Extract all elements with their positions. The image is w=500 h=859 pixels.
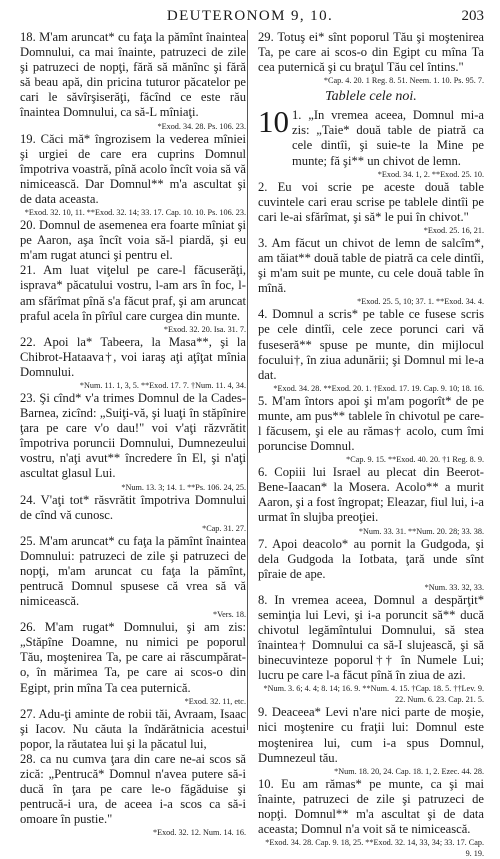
- verse-text: 18. M'am aruncat* cu faţa la pămînt înaintea Domnului, ca mai înainte, patruzeci de zile şi patruzeci de nopţi, fără să mănînc şi fără să beau apă, din pricina tuturor păcatelor pe cari le săvîrşiserăţi, făcînd ce este rău înaintea Domnului, ca să-L mîniaţi.: [20, 30, 246, 120]
- cross-reference: *Num. 33. 31. **Num. 20. 28; 33. 38.: [358, 526, 484, 536]
- verse-text: 20. Domnul de asemenea era foarte mîniat şi pe Aaron, aşa încît voia să-l piardă, şi eu m'am rugat atunci şi pentru el.: [20, 218, 246, 263]
- cross-reference: *Num. 3. 6; 4. 4; 8. 14; 16. 9. **Num. 4. 15. †Cap. 18. 5. ††Lev. 9. 22. Num. 6. 23. Cap. 21. 5.: [263, 684, 484, 705]
- cross-reference: *Cap. 9. 15. **Exod. 40. 20. †1 Reg. 8. 9.: [346, 455, 484, 465]
- verse-text: 28. ca nu cumva ţara din care ne-ai scos să zică: „Pentrucă* Domnul n'avea putere să-i ducă în ţara pe care le-o făgăduise şi pentrucă-i ura, de aceea i-a scos ca să-i omoare în pustie.": [20, 751, 246, 827]
- verse-text: 29. Totuş ei* sînt poporul Tău şi moştenirea Ta, pe care ai scos-o din Egipt cu mîna Ta cea puternică şi cu braţul Tău cel întins.": [258, 30, 484, 75]
- chapter-number: 10: [258, 104, 289, 140]
- cross-reference: *Num. 11. 1, 3, 5. **Exod. 17. 7. †Num. 11. 4, 34.: [79, 380, 246, 390]
- verse-text: 3. Am făcut un chivot de lemn de salcîm*, am tăiat** două table de piatră ca cele dintîi, şi m'am suit pe munte, cu cele două table în mînă.: [258, 235, 484, 296]
- cross-reference: *Vers. 18.: [213, 610, 246, 620]
- verse: [20, 335, 246, 391]
- verse: [20, 534, 246, 620]
- cross-reference: *Exod. 32. 20. Isa. 31. 7.: [163, 324, 246, 334]
- cross-reference: *Exod. 32. 12. Num. 14. 16.: [152, 828, 246, 838]
- verse: [258, 307, 484, 393]
- verse-text: 25. M'am aruncat* cu faţa la pămînt înaintea Domnului: patruzeci de zile şi patruzeci de nopţi, m'am aruncat cu faţa la pămînt, pentrucă Domnul spusese că vrea să vă nimicească.: [20, 533, 246, 609]
- cross-reference: *Exod. 32. 10, 11. **Exod. 32. 14; 33. 17. Cap. 10. 10. Ps. 106. 23.: [24, 208, 246, 218]
- verse-text: 6. Copiii lui Israel au plecat din Beerot-Bene-Iaacan* la Mosera. Acolo** a murit Aaron, şi a fost îngropat; Eleazar, fiul lui, i-a urmat în slujba preoţiei.: [258, 465, 484, 525]
- cross-reference: *Exod. 25. 16, 21.: [423, 225, 484, 235]
- right-column: [258, 30, 484, 859]
- verse: [20, 707, 246, 752]
- verse-text: 8. In vremea aceea, Domnul a despărţit* seminţia lui Levi, şi i-a poruncit să** ducă chivotul legămîntului Domnului, să stea înaintea† Domnului ca să-I slujească, şi să binecuvinteze poporul†† în Numele Lui; lucru pe care l-a făcut pînă în ziua de azi.: [258, 592, 484, 683]
- verse-text: 1. „In vremea aceea, Domnul mi-a zis: „Taie* două table de piatră ca cele dintîi, şi suie-te la Mine pe munte; fă şi** un chivot de lemn.: [292, 108, 484, 168]
- verse: [20, 620, 246, 706]
- cross-reference: *Exod. 25. 5, 10; 37. 1. **Exod. 34. 4.: [357, 297, 484, 307]
- verse-text: 23. Şi cînd* v'a trimes Domnul de la Cades-Barnea, zicînd: „Suiţi-vă, şi luaţi în stăpînire ţara pe care v'o dau!" voi v'aţi răzvrătit împotriva poruncii Domnului, Dumnezeului vostru, n'aţi avut** încredere în El, şi n'aţi ascultat glasul Lui.: [20, 390, 246, 481]
- cross-reference: *Exod. 34. 28. Ps. 106. 23.: [157, 121, 246, 131]
- verse: [258, 593, 484, 706]
- verse-text: 24. V'aţi tot* răsvrătit împotriva Domnului de cînd vă cunosc.: [20, 492, 246, 522]
- verse: [258, 705, 484, 776]
- verse: [20, 752, 246, 838]
- left-column: [20, 30, 246, 838]
- column-divider: [247, 30, 248, 730]
- page-header: [0, 8, 500, 30]
- cross-reference: *Exod. 34. 1, 2. **Exod. 25. 10.: [377, 169, 484, 179]
- verse: [258, 30, 484, 86]
- verse: [258, 394, 484, 465]
- cross-reference: *Exod. 34. 28. **Exod. 20. 1. †Exod. 17. 19. Cap. 9. 10; 18. 16.: [273, 383, 484, 393]
- verse-text: 4. Domnul a scris* pe table ce fusese scris pe cele dintîi, cele zece porunci cari vă fuseseră** spuse pe munte, din mijlocul focului†, în ziua adunării; şi Domnul mi le-a dat.: [258, 307, 484, 382]
- verse-text: 2. Eu voi scrie pe aceste două table cuvintele cari erau scrise pe tablele dintîi pe cari le-ai sfărîmat, şi să* le pui în chivot.": [258, 179, 484, 224]
- verse-text: 21. Am luat viţelul pe care-l făcuserăţi, isprava* păcatului vostru, l-am ars în foc, l-am sfărîmat pînă s'a făcut praf, şi am aruncat praful acela în pîrîul care curgea din munte.: [20, 263, 246, 323]
- verse: [258, 465, 484, 536]
- cross-reference: *Exod. 32. 11, etc.: [184, 696, 246, 706]
- verse-text: 22. Apoi la* Tabeera, la Masa**, şi la Chibrot-Hataava†, voi iaraş aţi aţîţat mînia Domnului.: [20, 334, 246, 379]
- cross-reference: *Cap. 4. 20. 1 Reg. 8. 51. Neem. 1. 10. Ps. 95. 7.: [323, 76, 484, 86]
- cross-reference: *Num. 33. 32, 33.: [424, 582, 484, 592]
- chapter-start: [258, 104, 484, 168]
- verse-text: 7. Apoi deacolo* au pornit la Gudgoda, şi dela Gudgoda la Iotbata, ţară unde sînt pîraie de ape.: [258, 536, 484, 581]
- verse-text: 26. M'am rugat* Domnului, şi am zis: „Stăpîne Doamne, nu nimici pe poporul Tău, moştenirea Ta, pe care ai răscumpărat-o, în mărimea Ta, pe care ai scos-o din Egipt, prin mîna Ta cea puternică.: [20, 620, 246, 695]
- verse: [20, 263, 246, 334]
- verse-text: 27. Adu-ţi aminte de robii tăi, Avraam, Isaac şi Iacov. Nu căuta la îndărătnicia acestui popor, la răutatea lui şi la păcatul lui,: [20, 706, 246, 751]
- verse: [258, 537, 484, 593]
- verse-text: 19. Căci mă* îngrozisem la vederea mîniei şi urgiei de care era cuprins Domnul împotriva voastră, pînă acolo încît voia să vă nimicească. Dar Domnul** m'a ascultat şi de data aceasta.: [20, 131, 246, 206]
- page-number: 203: [461, 8, 484, 24]
- verse-text: 5. M'am întors apoi şi m'am pogorît* de pe munte, am pus** tablele în chivotul pe care-l făcusem, şi ele au rămas† acolo, cum îmi poruncise Domnul.: [258, 393, 484, 454]
- verse: [20, 493, 246, 534]
- cross-reference: *Cap. 31. 27.: [202, 523, 246, 533]
- running-title: DEUTERONOM 9, 10.: [166, 8, 334, 24]
- right-column-verses: [258, 180, 484, 859]
- verse-text: 10. Eu am rămas* pe munte, ca şi mai înainte, patruzeci de zile şi patruzeci de nopţi. Domnul** m'a ascultat şi de data aceasta; Domnul n'a voit să te nimicească.: [258, 776, 484, 837]
- verse: [258, 236, 484, 307]
- verse: [20, 30, 246, 132]
- cross-reference: *Num. 13. 3; 14. 1. **Ps. 106. 24, 25.: [121, 482, 246, 492]
- verse: [20, 218, 246, 263]
- cross-reference: *Exod. 34. 28. Cap. 9. 18, 25. **Exod. 32. 14, 33, 34; 33. 17. Cap. 9. 19.: [265, 838, 484, 859]
- right-column-top: [258, 30, 484, 86]
- verse: [258, 180, 484, 236]
- verse: [258, 777, 484, 859]
- section-heading: Tablele cele noi.: [325, 89, 417, 105]
- verse: [20, 391, 246, 493]
- cross-reference: *Num. 18. 20, 24. Cap. 18. 1, 2. Ezec. 44. 28.: [334, 766, 484, 776]
- verse: [20, 132, 246, 218]
- verse-text: 9. Deaceea* Levi n'are nici parte de moşie, nici moştenire cu fraţii lui: Domnul este moştenirea lui, cum i-a spus Domnul, Dumnezeul tău.: [258, 705, 484, 765]
